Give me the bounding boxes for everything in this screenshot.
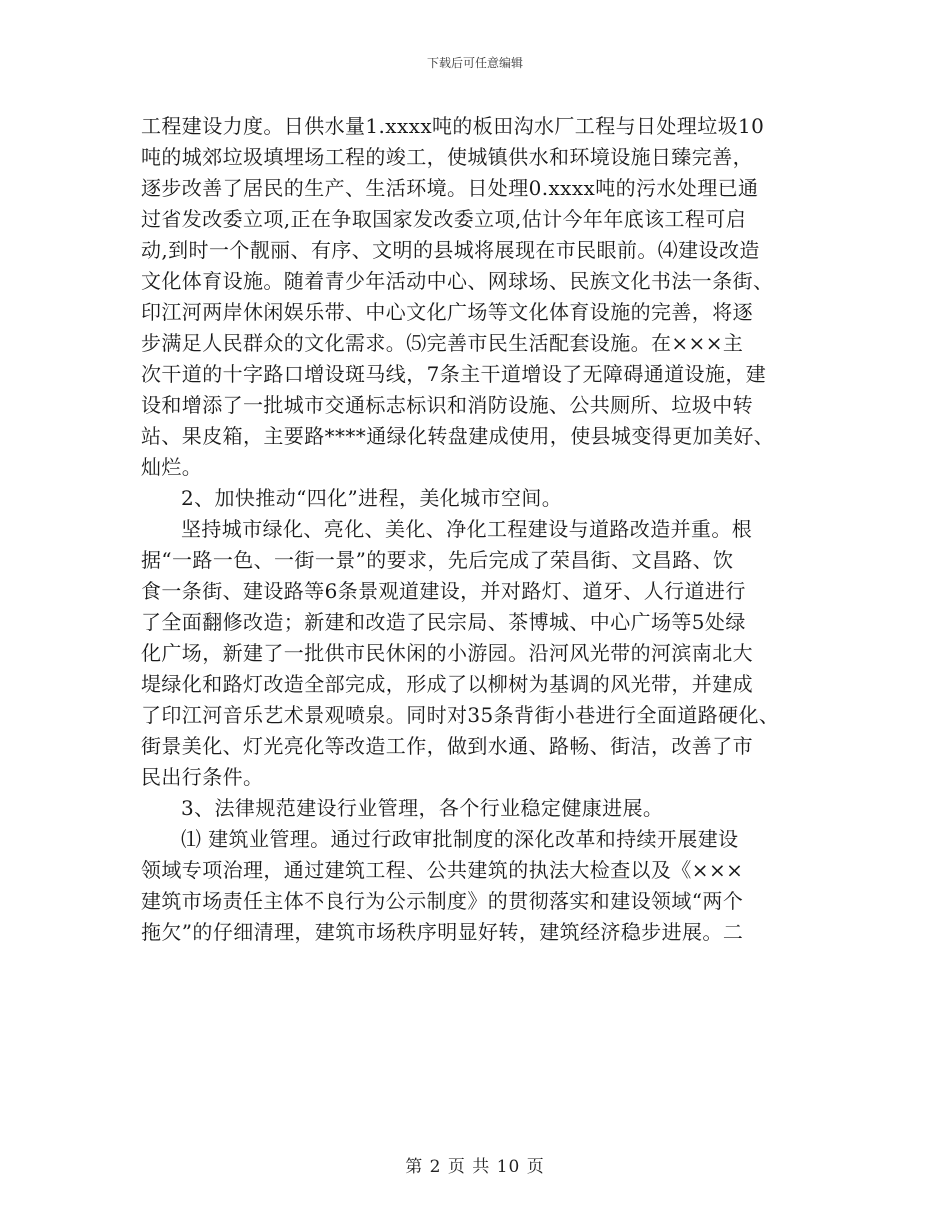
- text-line: 灿烂。: [141, 455, 203, 479]
- text-line: 2、加快推动“四化”进程，美化城市空间。: [181, 486, 563, 510]
- text-line: 领域专项治理，通过建筑工程、公共建筑的执法大检查以及《×××: [141, 858, 744, 882]
- text-line: 动,到时一个靓丽、有序、文明的县城将展现在市民眼前。⑷建设改造: [141, 238, 760, 262]
- text-line: 据“一路一色、一街一景”的要求，先后完成了荣昌街、文昌路、饮: [141, 548, 734, 572]
- text-line: 站、果皮箱，主要路****通绿化转盘建成使用，使县城变得更加美好、: [141, 424, 775, 448]
- text-line: 化广场，新建了一批供市民休闲的小游园。沿河风光带的河滨南北大: [141, 641, 753, 665]
- text-line: 建筑市场责任主体不良行为公示制度》的贯彻落实和建设领域“两个: [141, 889, 744, 913]
- page-header: 下载后可任意编辑: [426, 56, 523, 70]
- text-line: 街景美化、灯光亮化等改造工作，做到水通、路畅、街洁，改善了市: [141, 734, 753, 758]
- text-line: 文化体育设施。随着青少年活动中心、网球场、民族文化书法一条街、: [141, 269, 774, 293]
- text-line: 吨的城郊垃圾填埋场工程的竣工，使城镇供水和环境设施日臻完善，: [141, 145, 753, 169]
- page-footer: 第 2 页 共 10 页: [405, 1157, 545, 1177]
- document-body: [141, 111, 813, 948]
- text-line: ⑴ 建筑业管理。通过行政审批制度的深化改革和持续开展建设: [181, 827, 739, 851]
- text-line: 民出行条件。: [141, 765, 264, 789]
- text-line: 拖欠”的仔细清理，建筑市场秩序明显好转，建筑经济稳步进展。二: [141, 920, 744, 944]
- text-line: 步满足人民群众的文化需求。⑸完善市民生活配套设施。在×××主: [141, 331, 744, 355]
- text-line: 3、法律规范建设行业管理，各个行业稳定健康进展。: [181, 796, 664, 820]
- text-line: 坚持城市绿化、亮化、美化、净化工程建设与道路改造并重。根: [181, 517, 753, 541]
- text-line: 逐步改善了居民的生产、生活环境。日处理0.xxxx吨的污水处理已通: [141, 176, 759, 200]
- text-line: 设和增添了一批城市交通标志标识和消防设施、公共厕所、垃圾中转: [141, 393, 753, 417]
- text-line: 了全面翻修改造；新建和改造了民宗局、茶博城、中心广场等5处绿: [141, 610, 746, 634]
- text-line: 过省发改委立项,正在争取国家发改委立项,估计今年年底该工程可启: [141, 207, 747, 231]
- text-line: 食一条街、建设路等6条景观道建设，并对路灯、道牙、人行道进行: [141, 579, 746, 603]
- text-line: 印江河两岸休闲娱乐带、中心文化广场等文化体育设施的完善，将逐: [141, 300, 753, 324]
- text-line: 堤绿化和路灯改造全部完成，形成了以柳树为基调的风光带，并建成: [141, 672, 753, 696]
- text-line: 了印江河音乐艺术景观喷泉。同时对35条背街小巷进行全面道路硬化、: [141, 703, 780, 727]
- text-line: 工程建设力度。日供水量1.xxxx吨的板田沟水厂工程与日处理垃圾10: [141, 114, 765, 138]
- text-line: 次干道的十字路口增设斑马线，7条主干道增设了无障碍通道设施，建: [141, 362, 767, 386]
